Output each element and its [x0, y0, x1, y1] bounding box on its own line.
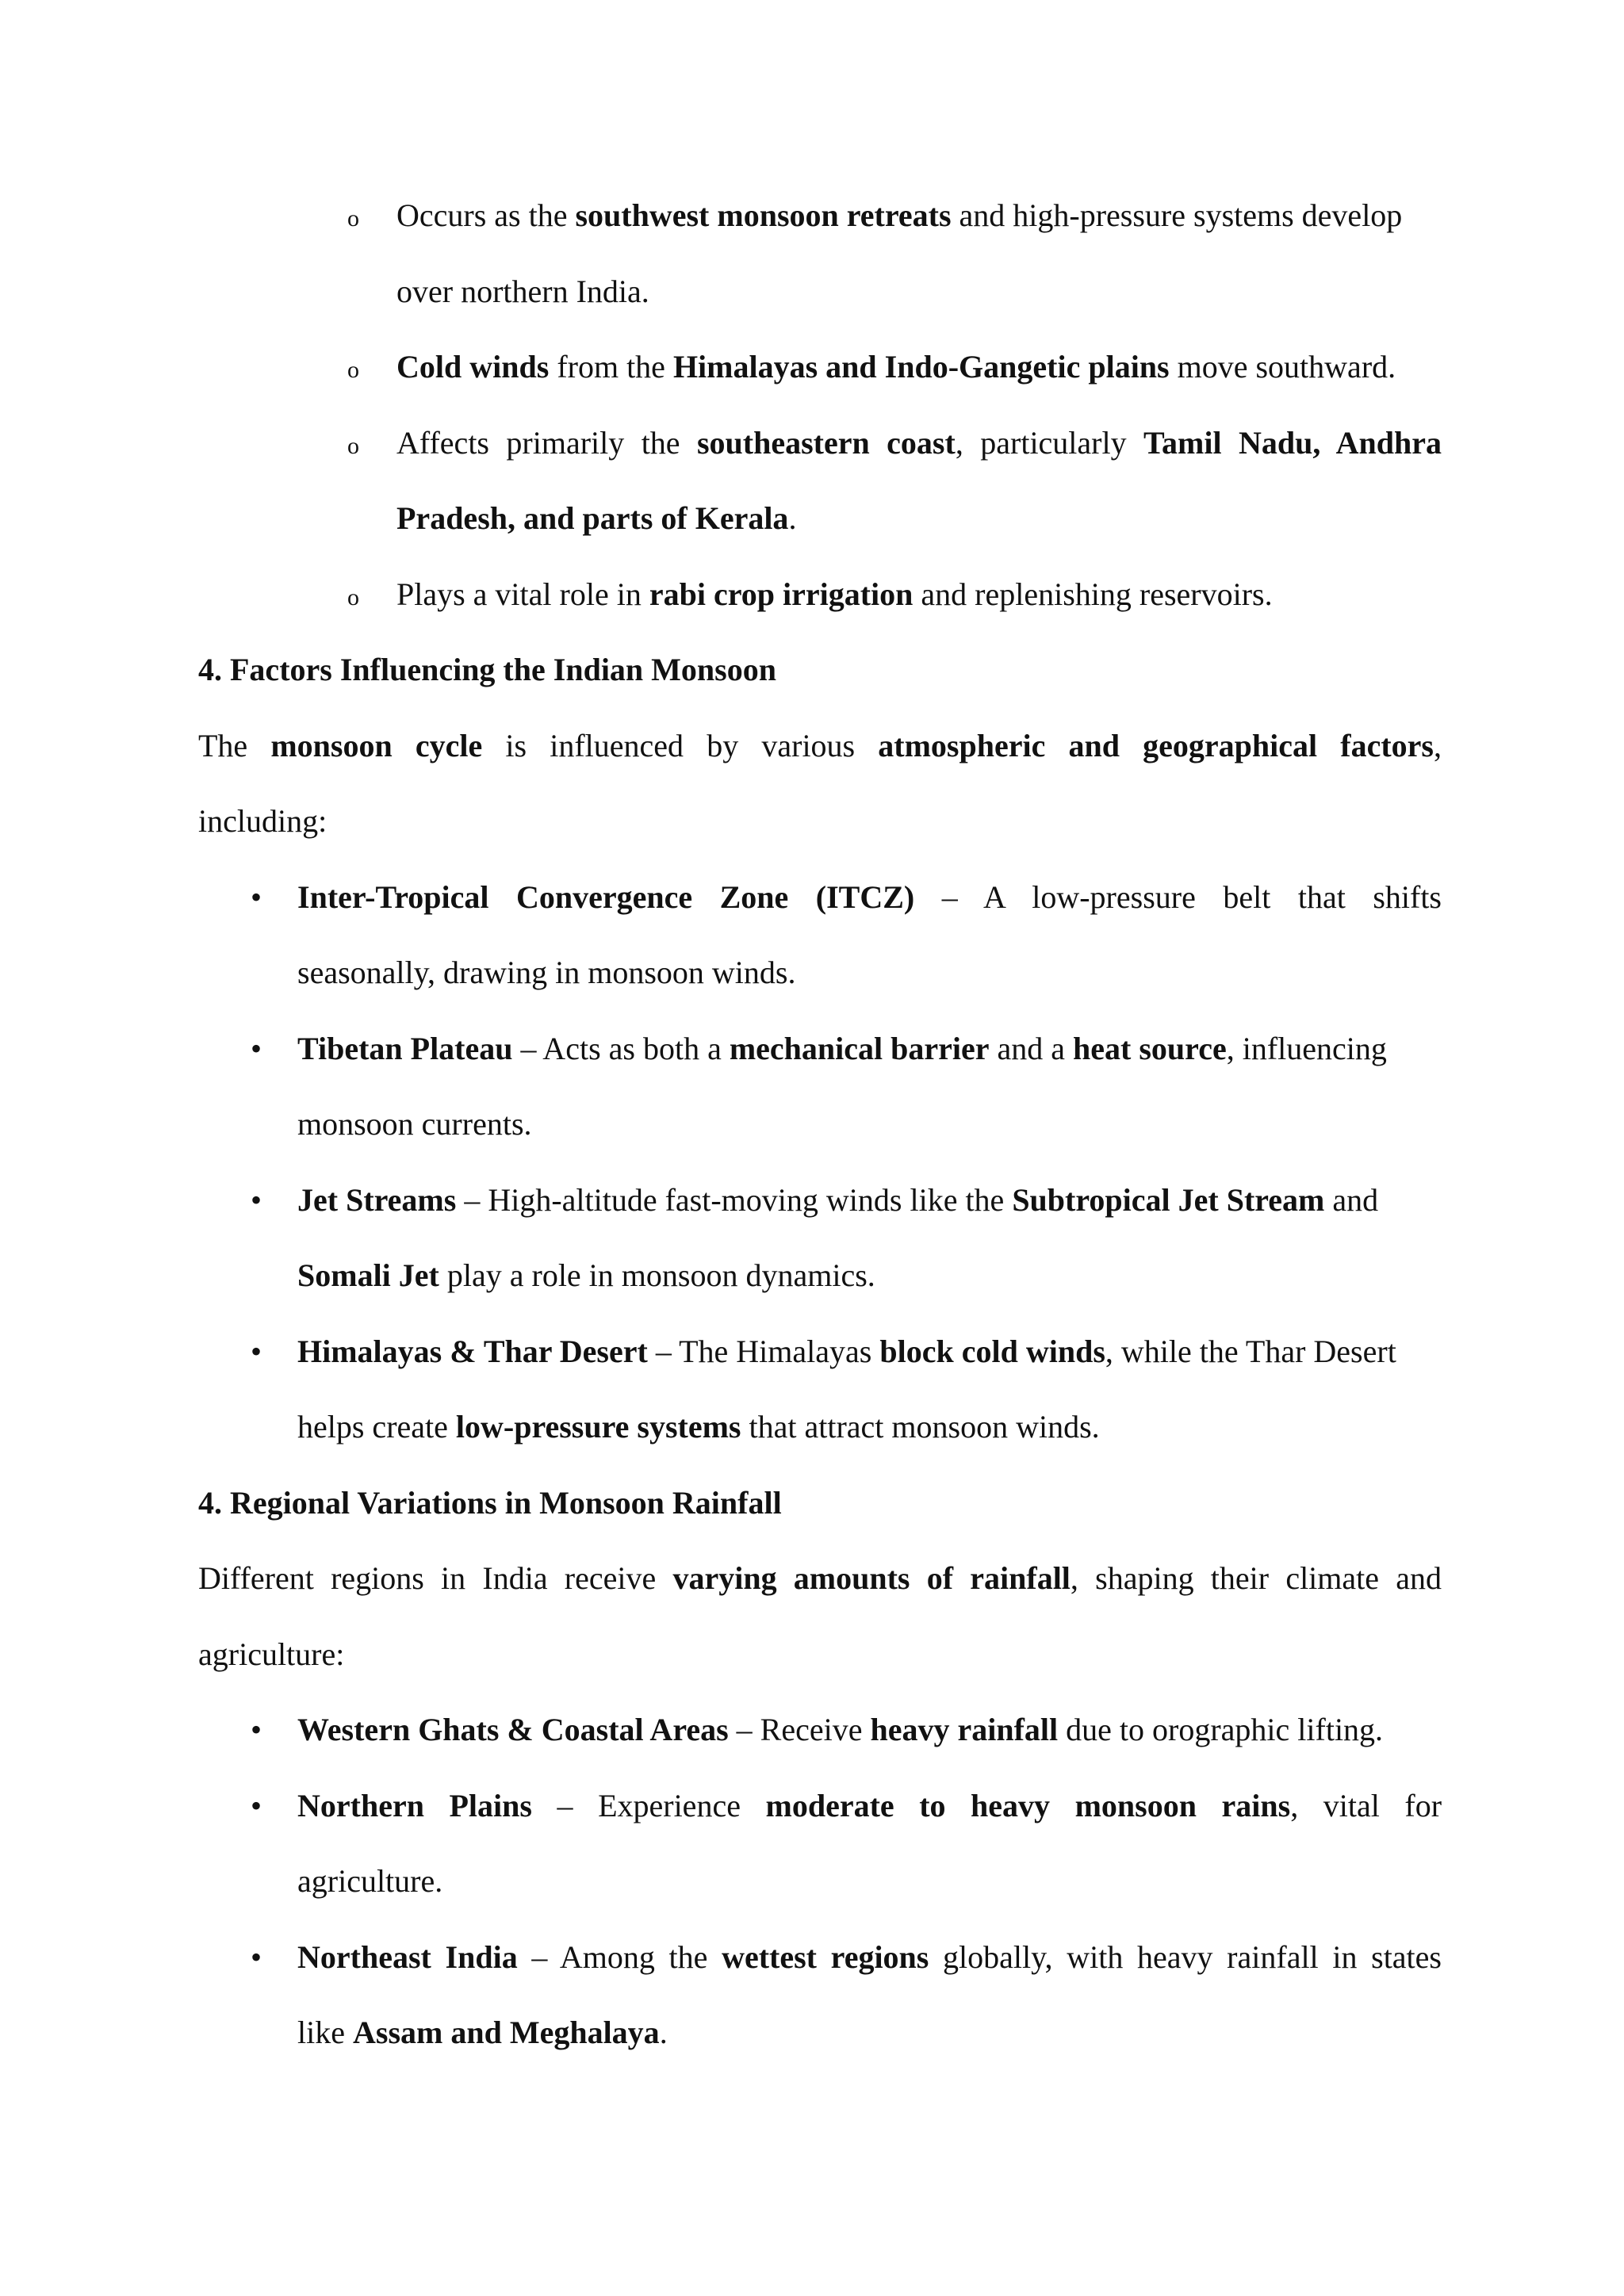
- text-run: that attract monsoon winds.: [741, 1409, 1100, 1445]
- text-run: .: [788, 500, 797, 536]
- bold-text: 4. Regional Variations in Monsoon Rainfall: [198, 1484, 782, 1521]
- bullet-marker: •: [251, 1938, 262, 1975]
- text-run: move southward.: [1169, 349, 1396, 385]
- bold-text: Inter-Tropical Convergence Zone (ITCZ): [297, 878, 915, 915]
- bullet-marker: •: [251, 1181, 262, 1218]
- text-run: agriculture:: [198, 1636, 345, 1672]
- bold-text: Pradesh, and parts of Kerala: [396, 500, 789, 536]
- text-line: [297, 1181, 1378, 1219]
- bold-text: Somali Jet: [297, 1257, 439, 1293]
- bold-text: Assam and Meghalaya: [352, 2015, 660, 2050]
- bold-text: mechanical barrier: [729, 1030, 990, 1066]
- text-line: [198, 802, 327, 840]
- bold-text: heat source: [1073, 1030, 1227, 1066]
- text-line: [198, 1636, 344, 1674]
- text-run: – Experience: [531, 1787, 766, 1823]
- bold-text: Subtropical Jet Stream: [1012, 1181, 1325, 1218]
- text-run: Plays a vital role in: [396, 576, 649, 612]
- bold-text: moderate to heavy monsoon rains: [765, 1787, 1291, 1823]
- section-heading: [198, 1484, 782, 1522]
- bold-text: Western Ghats & Coastal Areas: [297, 1712, 729, 1747]
- text-run: – Acts as both a: [512, 1030, 730, 1066]
- bold-text: southeastern coast: [696, 424, 956, 461]
- bold-text: varying amounts of rainfall: [672, 1560, 1071, 1596]
- text-run: from the: [549, 349, 673, 385]
- text-line: [297, 2014, 668, 2052]
- text-run: agriculture.: [297, 1863, 443, 1899]
- text-run: Different regions in India receive: [198, 1560, 673, 1596]
- bold-text: Jet Streams: [297, 1181, 457, 1218]
- text-run: – Receive: [728, 1712, 871, 1747]
- bullet-marker: •: [251, 1333, 262, 1369]
- text-line: [396, 499, 796, 538]
- text-run: The: [198, 727, 271, 763]
- text-run: monsoon currents.: [297, 1106, 532, 1142]
- text-run: and replenishing reservoirs.: [913, 576, 1273, 612]
- text-line: [396, 197, 1402, 235]
- bold-text: Tibetan Plateau: [297, 1030, 513, 1066]
- text-run: , while the Thar Desert: [1105, 1333, 1396, 1369]
- text-run: globally, with heavy rainfall in states: [929, 1938, 1442, 1975]
- bold-text: Northern Plains: [297, 1787, 532, 1823]
- text-line: [396, 576, 1273, 614]
- text-run: – A low-pressure belt that shifts: [914, 878, 1442, 915]
- text-run: helps create: [297, 1409, 456, 1445]
- sub-bullet-marker: o: [347, 584, 359, 610]
- text-run: – High-altitude fast-moving winds like the: [456, 1181, 1013, 1218]
- bold-text: atmospheric and geographical factors: [878, 727, 1434, 763]
- text-line: [297, 1408, 1100, 1446]
- bold-text: heavy rainfall: [870, 1712, 1059, 1747]
- text-line: [396, 348, 1396, 386]
- text-run: and: [1324, 1181, 1379, 1218]
- text-run: including:: [198, 803, 327, 839]
- bold-text: monsoon cycle: [270, 727, 483, 763]
- text-run: Occurs as the: [396, 197, 576, 233]
- text-line: [297, 1711, 1383, 1749]
- bold-text: low-pressure systems: [455, 1409, 741, 1445]
- text-run: over northern India.: [396, 273, 649, 309]
- text-run: is influenced by various: [482, 727, 879, 763]
- bullet-marker: •: [251, 1787, 262, 1823]
- sub-bullet-marker: o: [347, 357, 359, 383]
- text-run: seasonally, drawing in monsoon winds.: [297, 955, 796, 990]
- text-run: , influencing: [1226, 1030, 1387, 1066]
- bold-text: 4. Factors Influencing the Indian Monsoon: [198, 652, 776, 687]
- text-line: [297, 1333, 1396, 1371]
- text-line: [297, 1257, 875, 1295]
- text-run: – The Himalayas: [647, 1333, 880, 1369]
- text-line: [297, 954, 795, 992]
- bold-text: wettest regions: [722, 1938, 929, 1975]
- text-run: Affects primarily the: [396, 424, 697, 461]
- text-run: play a role in monsoon dynamics.: [439, 1257, 875, 1293]
- text-line: [396, 273, 649, 311]
- text-run: – Among the: [517, 1938, 722, 1975]
- text-line: [297, 1105, 532, 1143]
- bullet-marker: •: [251, 1712, 262, 1747]
- text-run: due to orographic lifting.: [1058, 1712, 1384, 1747]
- text-run: , vital for: [1290, 1787, 1442, 1823]
- text-line: [297, 1862, 442, 1900]
- text-line: [198, 1559, 1442, 1598]
- bold-text: block cold winds: [879, 1333, 1105, 1369]
- bold-text: rabi crop irrigation: [649, 576, 914, 612]
- bullet-marker: •: [251, 878, 262, 915]
- text-run: , particularly: [955, 424, 1144, 461]
- bold-text: southwest monsoon retreats: [575, 197, 952, 233]
- text-line: [297, 1787, 1442, 1825]
- text-run: .: [659, 2015, 668, 2050]
- text-run: , shaping their climate and: [1070, 1560, 1442, 1596]
- sub-bullet-marker: o: [347, 432, 359, 459]
- text-run: and a: [989, 1030, 1074, 1066]
- text-run: ,: [1434, 727, 1442, 763]
- text-run: and high-pressure systems develop: [951, 197, 1403, 233]
- bold-text: Cold winds: [396, 349, 550, 385]
- bold-text: Tamil Nadu, Andhra: [1143, 424, 1442, 461]
- bold-text: Himalayas & Thar Desert: [297, 1333, 648, 1369]
- text-line: [198, 727, 1442, 765]
- bold-text: Himalayas and Indo-Gangetic plains: [672, 349, 1170, 385]
- sub-bullet-marker: o: [347, 205, 359, 232]
- bullet-marker: •: [251, 1030, 262, 1066]
- text-line: [297, 1938, 1442, 1976]
- section-heading: [198, 651, 776, 689]
- text-line: [297, 1030, 1387, 1068]
- text-line: [297, 878, 1442, 916]
- text-line: [396, 424, 1442, 462]
- bold-text: Northeast India: [297, 1938, 518, 1975]
- text-run: like: [297, 2015, 353, 2050]
